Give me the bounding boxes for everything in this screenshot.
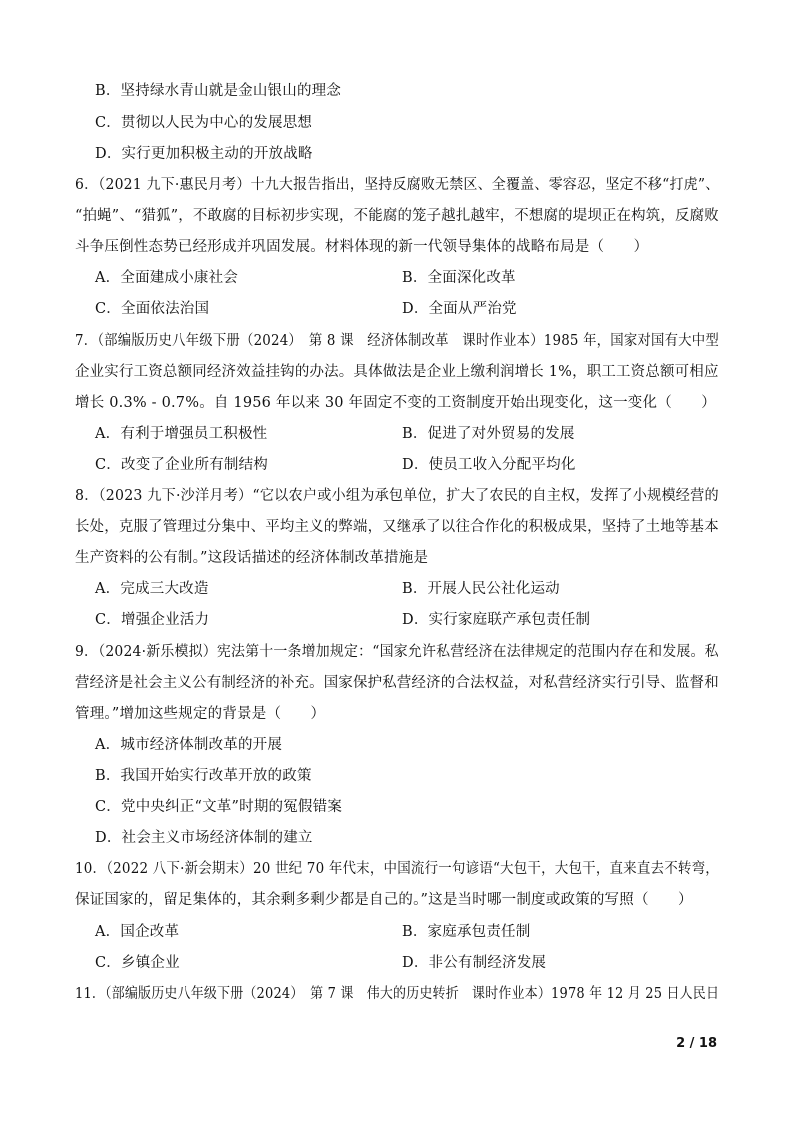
- q7-option-c: C．改变了企业所有制结构: [95, 457, 268, 473]
- q10-text-line-1: 10．（2022 八下·新会期末）20 世纪 70 年代末，中国流行一句谚语“大包干，大包干，直来直去不转弯，: [75, 861, 719, 877]
- q8-option-d: D．实行家庭联产承包责任制: [402, 612, 591, 628]
- q8-text-line-1: 8．（2023 九下·沙洋月考）“它以农户或小组为承包单位，扩大了农民的自主权，发挥了小规模经营的: [75, 488, 719, 504]
- q8-option-b: B．开展人民公社化运动: [402, 581, 560, 597]
- q6-option-c: C．全面依法治国: [95, 301, 210, 317]
- q9-option-d: D．社会主义市场经济体制的建立: [95, 830, 313, 846]
- q10-text-line-2: 保证国家的，留足集体的，其余剩多剩少都是自己的。”这是当时哪一制度或政策的写照（ ）: [75, 892, 693, 908]
- q7-text-line-2: 企业实行工资总额同经济效益挂钩的办法。具体做法是企业上缴利润增长 1%，职工工资总额可相应: [75, 364, 719, 380]
- q8-text-line-2: 长处，克服了管理过分集中、平均主义的弊端，又继承了以往合作化的积极成果，坚持了土地等基本: [75, 519, 719, 535]
- q11-text-line-1: 11．（部编版历史八年级下册（2024） 第 7 课 伟大的历史转折 课时作业本）1978 年 12 月 25 日人民日: [75, 986, 720, 1002]
- q8-option-c: C．增强企业活力: [95, 612, 210, 628]
- q6-option-d: D．全面从严治党: [402, 301, 517, 317]
- q7-text-line-1: 7．（部编版历史八年级下册（2024） 第 8 课 经济体制改革 课时作业本）1985 年，国家对国有大中型: [75, 333, 719, 349]
- q8-option-a: A．完成三大改造: [95, 581, 209, 597]
- q10-option-a: A．国企改革: [95, 924, 180, 940]
- q6-text-line-3: 斗争压倒性态势已经形成并巩固发展。材料体现的新一代领导集体的战略布局是（ ）: [75, 239, 649, 255]
- q9-option-a: A．城市经济体制改革的开展: [95, 737, 283, 753]
- q6-option-a: A．全面建成小康社会: [95, 270, 238, 286]
- prev-option-b: B．坚持绿水青山就是金山银山的理念: [95, 83, 342, 99]
- q8-text-line-3: 生产资料的公有制。”这段话描述的经济体制改革措施是: [75, 550, 429, 566]
- q9-text-line-3: 管理。”增加这些规定的背景是（ ）: [75, 706, 326, 722]
- q9-text-line-1: 9．（2024·新乐模拟）宪法第十一条增加规定：“国家允许私营经济在法律规定的范围内存在和发展。私: [75, 644, 719, 660]
- q7-option-d: D．使员工收入分配平均化: [402, 457, 576, 473]
- q6-option-b: B．全面深化改革: [402, 270, 516, 286]
- q10-option-b: B．家庭承包责任制: [402, 924, 531, 940]
- q10-option-c: C．乡镇企业: [95, 955, 180, 971]
- prev-option-d: D．实行更加积极主动的开放战略: [95, 146, 313, 162]
- q9-text-line-2: 营经济是社会主义公有制经济的补充。国家保护私营经济的合法权益，对私营经济实行引导、监督和: [75, 675, 719, 691]
- prev-option-c: C．贯彻以人民为中心的发展思想: [95, 115, 313, 131]
- q10-option-d: D．非公有制经济发展: [402, 955, 547, 971]
- q9-option-c: C．党中央纠正“文革”时期的冤假错案: [95, 799, 343, 815]
- q7-text-line-3: 增长 0.3% - 0.7%。自 1956 年以来 30 年固定不变的工资制度开始出现变化，这一变化（ ）: [75, 395, 716, 411]
- q9-option-b: B．我国开始实行改革开放的政策: [95, 768, 312, 784]
- q6-text-line-1: 6．（2021 九下·惠民月考）十九大报告指出，坚持反腐败无禁区、全覆盖、零容忍，坚定不移“打虎”、: [75, 177, 720, 193]
- page-number: 2 / 18: [676, 1036, 717, 1051]
- q6-text-line-2: “拍蝇”、“猎狐”，不敢腐的目标初步实现，不能腐的笼子越扎越牢，不想腐的堤坝正在构筑，反腐败: [75, 208, 719, 224]
- q7-option-b: B．促进了对外贸易的发展: [402, 426, 575, 442]
- q7-option-a: A．有利于增强员工积极性: [95, 426, 268, 442]
